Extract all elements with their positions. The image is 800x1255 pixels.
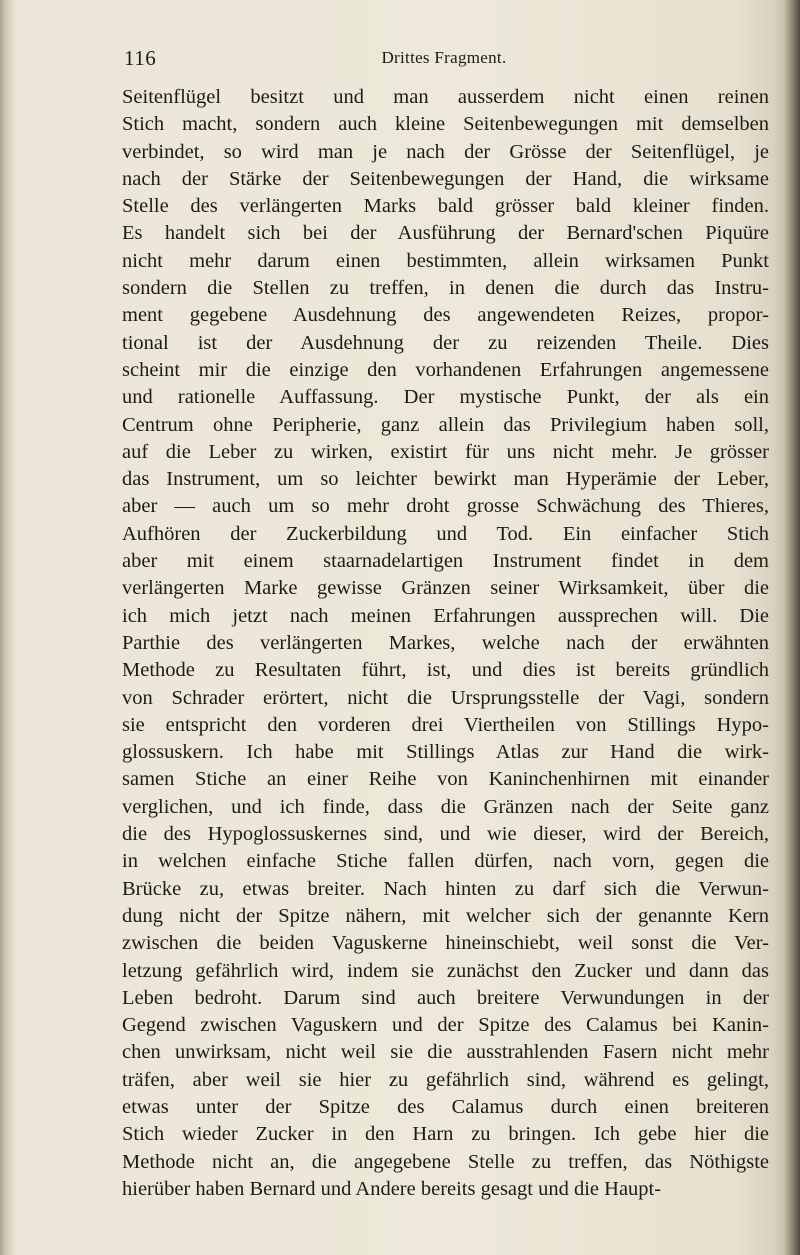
text-line: aber mit einem staarnadelartigen Instrument findet in dem: [122, 550, 769, 573]
body-text: [122, 84, 769, 1203]
text-line: Methode zu Resultaten führt, ist, und dies ist bereits gründlich: [122, 659, 769, 682]
text-line: glossuskern. Ich habe mit Stillings Atlas zur Hand die wirk-: [122, 741, 769, 764]
text-line: sie entspricht den vorderen drei Viertheilen von Stillings Hypo-: [122, 713, 769, 736]
text-line: Parthie des verlängerten Markes, welche nach der erwähnten: [122, 631, 769, 654]
text-line: verglichen, und ich finde, dass die Gränzen nach der Seite ganz: [122, 795, 769, 818]
page-header: [124, 46, 764, 76]
text-line: Stich wieder Zucker in den Harn zu bringen. Ich gebe hier die: [122, 1123, 769, 1146]
text-line: tional ist der Ausdehnung der zu reizenden Theile. Dies: [122, 331, 769, 354]
text-line: Es handelt sich bei der Ausführung der Bernard'schen Piquüre: [122, 222, 769, 245]
text-line: in welchen einfache Stiche fallen dürfen, nach vorn, gegen die: [122, 850, 769, 873]
spine-shadow: [0, 0, 14, 1255]
text-line: und rationelle Auffassung. Der mystische Punkt, der als ein: [122, 386, 769, 409]
text-line: sondern die Stellen zu treffen, in denen die durch das Instru-: [122, 277, 769, 300]
text-line: das Instrument, um so leichter bewirkt man Hyperämie der Leber,: [122, 468, 769, 491]
text-line: chen unwirksam, nicht weil sie die ausstrahlenden Fasern nicht mehr: [122, 1041, 769, 1064]
text-line: die des Hypoglossuskernes sind, und wie dieser, wird der Bereich,: [122, 823, 769, 846]
text-line: Stelle des verlängerten Marks bald grösser bald kleiner finden.: [122, 195, 769, 218]
text-line: etwas unter der Spitze des Calamus durch einen breiteren: [122, 1095, 769, 1118]
text-line: ich mich jetzt nach meinen Erfahrungen aussprechen will. Die: [122, 604, 769, 627]
text-line: verlängerten Marke gewisse Gränzen seiner Wirksamkeit, über die: [122, 577, 769, 600]
page-number: 116: [124, 46, 157, 70]
text-line: Methode nicht an, die angegebene Stelle zu treffen, das Nöthigste: [122, 1150, 769, 1173]
text-line: hierüber haben Bernard und Andere bereits gesagt und die Haupt-: [122, 1177, 662, 1200]
page-edge-shadow: [774, 0, 800, 1255]
text-line: nach der Stärke der Seitenbewegungen der Hand, die wirksame: [122, 167, 769, 190]
text-line: Leben bedroht. Darum sind auch breitere Verwundungen in der: [122, 986, 769, 1009]
text-line: Brücke zu, etwas breiter. Nach hinten zu darf sich die Verwun-: [122, 877, 769, 900]
text-line: auf die Leber zu wirken, existirt für uns nicht mehr. Je grösser: [122, 440, 769, 463]
text-line: Gegend zwischen Vaguskern und der Spitze des Calamus bei Kanin-: [122, 1014, 769, 1037]
text-line: aber — auch um so mehr droht grosse Schwächung des Thieres,: [122, 495, 769, 518]
text-line: scheint mir die einzige den vorhandenen Erfahrungen angemessene: [122, 358, 769, 381]
text-line: zwischen die beiden Vaguskerne hineinschiebt, weil sonst die Ver-: [122, 932, 769, 955]
text-line: letzung gefährlich wird, indem sie zunächst den Zucker und dann das: [122, 959, 769, 982]
text-line: Aufhören der Zuckerbildung und Tod. Ein einfacher Stich: [122, 522, 769, 545]
text-line: Centrum ohne Peripherie, ganz allein das Privilegium haben soll,: [122, 413, 769, 436]
text-line: verbindet, so wird man je nach der Grösse der Seitenflügel, je: [122, 140, 769, 163]
text-line: Stich macht, sondern auch kleine Seitenbewegungen mit demselben: [122, 113, 769, 136]
text-line: dung nicht der Spitze nähern, mit welcher sich der genannte Kern: [122, 904, 769, 927]
text-line: samen Stiche an einer Reihe von Kaninchenhirnen mit einander: [122, 768, 769, 791]
text-line: träfen, aber weil sie hier zu gefährlich sind, während es gelingt,: [122, 1068, 769, 1091]
text-line: von Schrader erörtert, nicht die Ursprungsstelle der Vagi, sondern: [122, 686, 769, 709]
running-head: Drittes Fragment.: [381, 48, 507, 67]
text-line: Seitenflügel besitzt und man ausserdem nicht einen reinen: [122, 86, 769, 108]
text-line: ment gegebene Ausdehnung des angewendeten Reizes, propor-: [122, 304, 769, 327]
text-line: nicht mehr darum einen bestimmten, allein wirksamen Punkt: [122, 249, 769, 272]
